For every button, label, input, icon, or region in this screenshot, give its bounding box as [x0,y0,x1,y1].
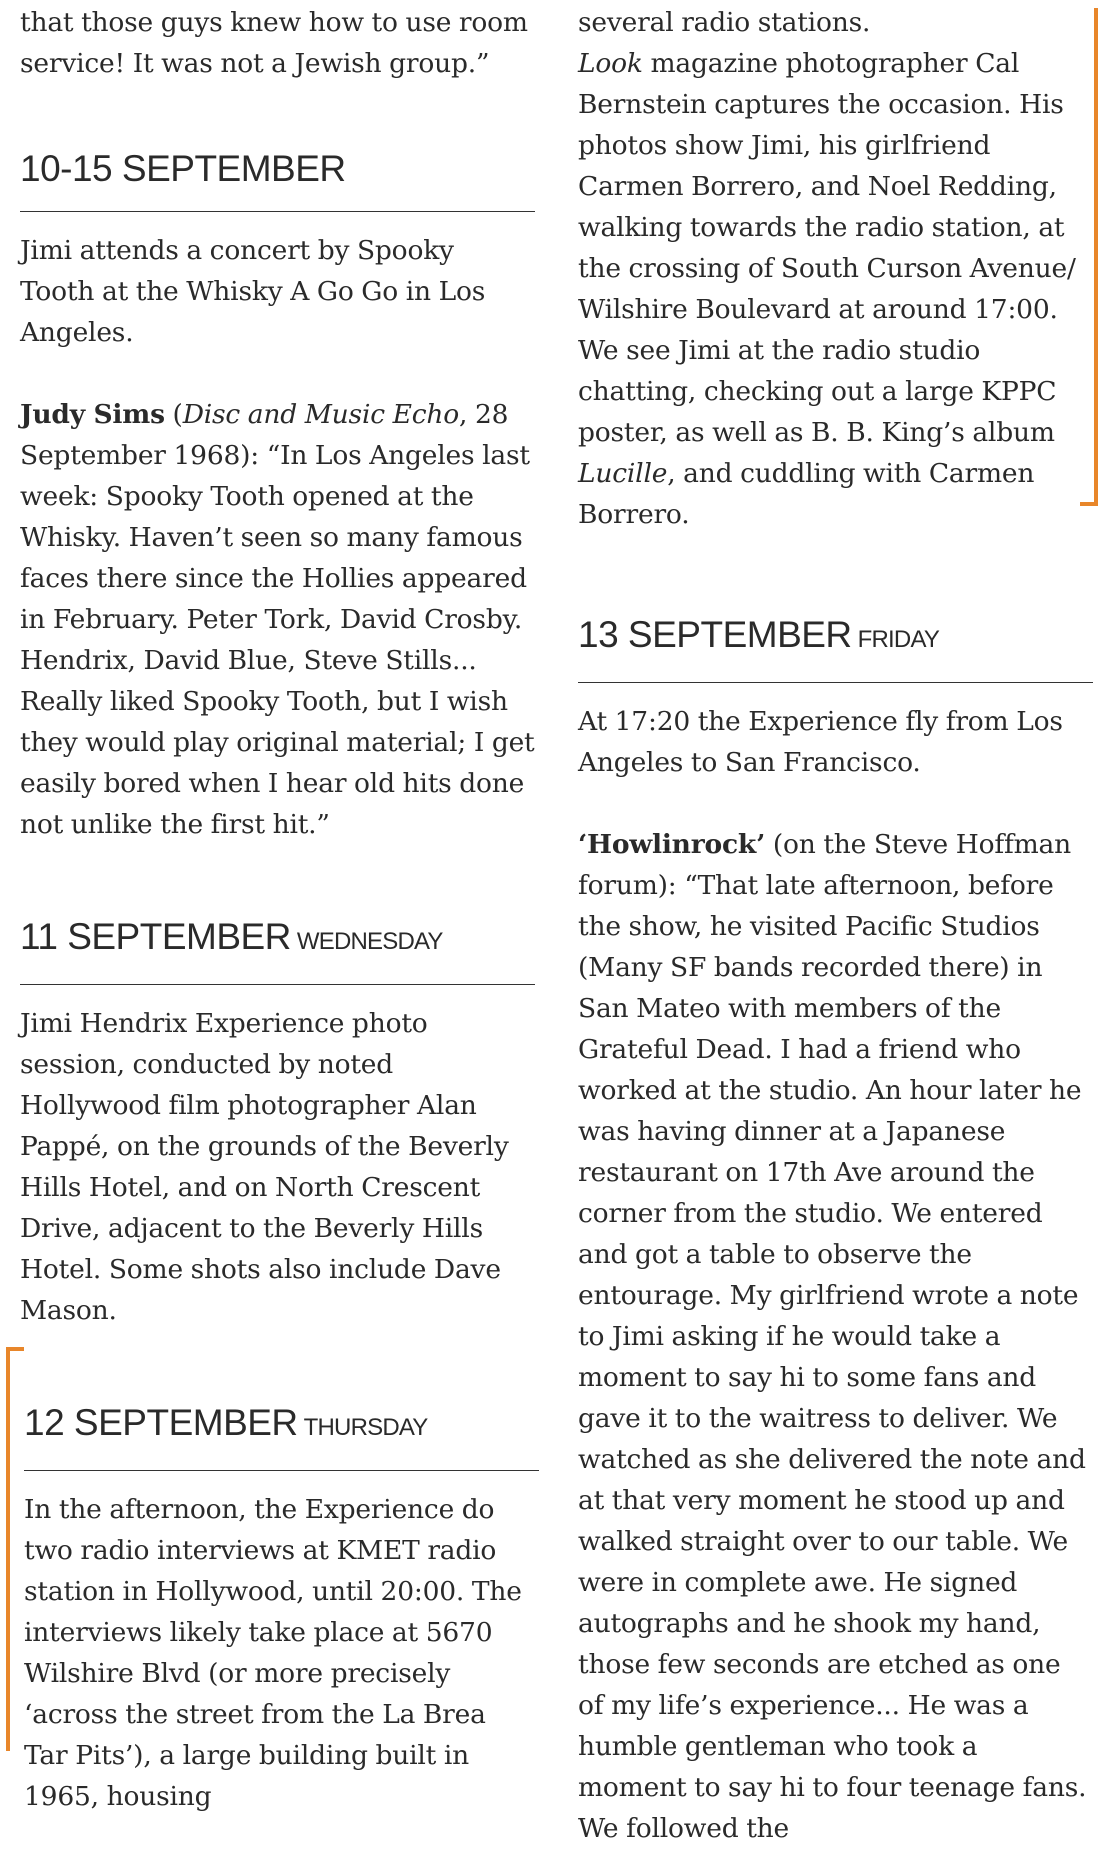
section-heading: 11 SEPTEMBER WEDNESDAY [20,916,443,957]
continuation-text: several radio stations. Look magazine photographer Cal Bernstein captures the occasion. His photos show Jimi, his girlfriend Carmen Borrero, and Noel Redding, walking towards the radio station, at the crossing of South Curson Avenue/ Wilshire Boulevard at around 17:00. We see Jimi at the radio studio chatting, checking out a large KPPC poster, as well as B. B. King’s album Lucille, and cuddling with Carmen Borrero. [578,7,1076,530]
quote-author: ‘Howlinrock’ [578,829,766,860]
weekday-label: WEDNESDAY [296,928,443,955]
quote-paragraph: ‘Howlinrock’ (on the Steve Hoffman forum): “That late afternoon, before the show, he visited Pacific Studios (Many SF bands recorded there) in San Mateo with members of the Grateful Dead. I had a friend who worked at the studio. An hour later he was having dinner at a Japanese restaurant on 17th Ave around the corner from the studio. We entered and got a table to observe the entourage. My girlfriend wrote a note to Jimi asking if he would take a moment to say hi to some fans and gave it to the waitress to deliver. We watched as she delivered the note and at that very moment he stood up and walked straight over to our table. We were in complete awe. He signed autographs and he shook my hand, those few seconds are etched as one of my life’s experience... He was a humble gentleman who took a moment to say hi to four teenage fans. We followed the [578,829,1087,1844]
section-heading: 10-15 SEPTEMBER [20,148,346,189]
section-rule [20,984,535,985]
entry-paragraph: Jimi attends a concert by Spooky Tooth at the Whisky A Go Go in Los Angeles. [20,235,486,348]
right-column [578,0,1093,1849]
entry-11-september [20,915,535,1331]
orange-bracket-left [6,1347,24,1751]
quote-source: Disc and Music Echo [182,399,459,430]
magazine-title: Look [578,48,643,79]
album-title: Lucille [578,458,668,489]
orange-bracket-right [1080,8,1098,506]
left-column [20,0,535,1817]
section-rule [578,682,1093,683]
section-rule [24,1470,539,1471]
section-rule [20,211,535,212]
entry-13-september [578,613,1093,1849]
quote-author: Judy Sims [20,399,165,430]
entry-paragraph: Jimi Hendrix Experience photo session, conducted by noted Hollywood film photographer Alan Pappé, on the grounds of the Beverly Hills Hotel, and on North Crescent Drive, adjacent to the Beverly Hills Hotel. Some shots also include Dave Mason. [20,1008,509,1326]
weekday-label: FRIDAY [857,626,940,653]
weekday-label: THURSDAY [303,1414,428,1441]
entry-12-september [20,1401,535,1817]
quote-paragraph: Judy Sims (Disc and Music Echo, 28 September 1968): “In Los Angeles last week: Spooky Tooth opened at the Whisky. Haven’t seen so many famous faces there since the Hollies appeared in February. Peter Tork, David Crosby. Hendrix, David Blue, Steve Stills... Really liked Spooky Tooth, but I wish they would play original material; I get easily bored when I hear old hits done not unlike the first hit.” [20,399,535,840]
entry-10-15-september [20,147,535,845]
entry-paragraph: At 17:20 the Experience fly from Los Angeles to San Francisco. [578,706,1063,778]
section-heading: 13 SEPTEMBER FRIDAY [578,614,940,655]
continuation-text: that those guys knew how to use room service! It was not a Jewish group.” [20,7,528,79]
section-heading: 12 SEPTEMBER THURSDAY [24,1402,428,1443]
entry-paragraph: In the afternoon, the Experience do two radio interviews at KMET radio station in Hollywood, until 20:00. The interviews likely take place at 5670 Wilshire Blvd (or more precisely ‘across the street from the La Brea Tar Pits’), a large building built in 1965, housing [24,1494,522,1812]
